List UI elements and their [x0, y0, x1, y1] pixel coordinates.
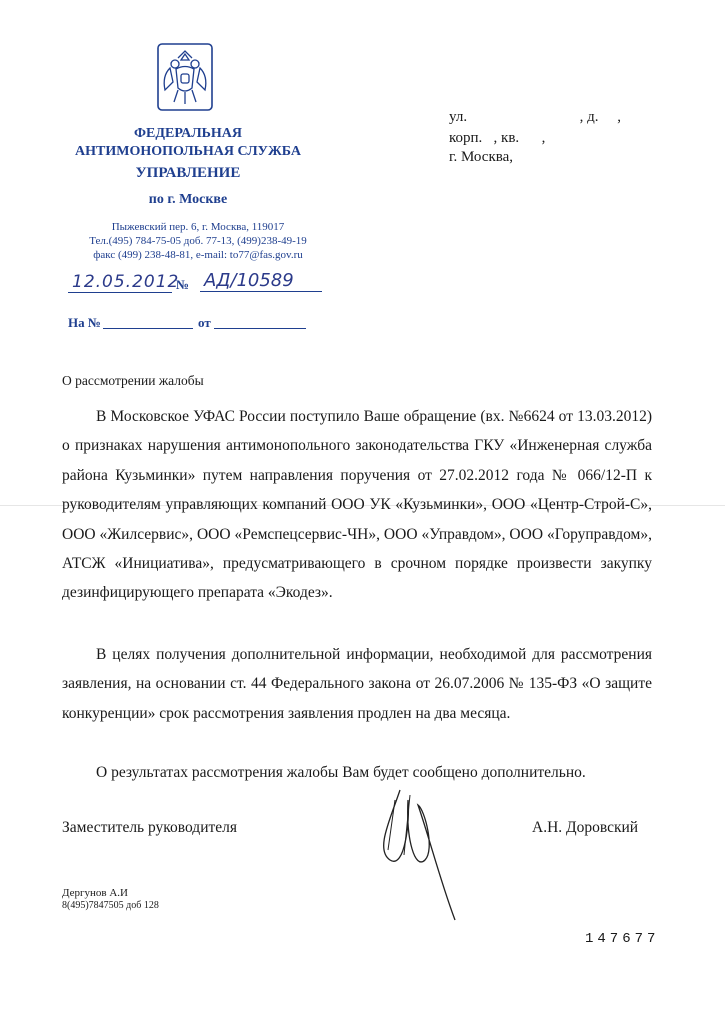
letter-body-p1 [62, 402, 652, 608]
recipient-city: г. Москва, [449, 149, 514, 165]
org-phone: Тел.(495) 784-75-05 доб. 77-13, (499)238-49-19 [89, 235, 307, 247]
in-reply-line [103, 328, 193, 329]
paragraph-2: В целях получения дополнительной информации, необходимой для рассмотрения заявления, на основании ст. 44 Федерального закона от 26.07.2006 № 135-ФЗ «О защите конкуренции» срок рассмотрения заявления продлен на два месяца. [62, 646, 652, 722]
from-label: от [198, 315, 211, 330]
registration-number-label: № [176, 277, 190, 292]
org-name-line4: по г. Москве [148, 192, 228, 207]
org-name-line3: УПРАВЛЕНИЕ [135, 165, 241, 181]
from-line [214, 328, 306, 329]
handwritten-signature [370, 780, 480, 925]
org-fax-email: факс (499) 238-48-81, e-mail: to77@fas.gov.ru [93, 249, 303, 261]
letter-subject: О рассмотрении жалобы [62, 373, 204, 388]
signer-position: Заместитель руководителя [62, 819, 238, 836]
executor-phone: 8(495)7847505 доб 128 [62, 900, 159, 911]
org-name-line1: ФЕДЕРАЛЬНАЯ [133, 126, 242, 141]
double-headed-eagle-icon [156, 42, 214, 112]
in-reply-label: На № [68, 315, 101, 330]
registration-number: АД/10589 [200, 270, 322, 292]
paragraph-1: В Московское УФАС России поступило Ваше обращение (вх. №6624 от 13.03.2012) о признаках нарушения антимонопольного законодательства ГКУ «Инженерная служба района Кузьминки» путем направления поручения от 27.02.2012 года № 066/12-П к руководителям управляющих компаний ООО УК «Кузьминки», ООО «Центр-Строй-С», ООО «Жилсервис», ООО «Ремспецсервис-ЧН», ООО «Управдом», ООО «Горуправдом», АТСЖ «Инициатива», предусматривающего в срочном порядке произвести закупку дезинфицирующего препарата «Экодез». [62, 408, 652, 602]
paragraph-3: О результатах рассмотрения жалобы Вам будет сообщено дополнительно. [96, 764, 586, 781]
signer-name: А.Н. Доровский [532, 819, 639, 836]
document-number: 147677 [585, 931, 660, 947]
recipient-street: ул. , д. , [449, 109, 621, 125]
recipient-building: корп. , кв. , [449, 130, 546, 146]
letter-body-p2 [62, 640, 652, 728]
org-address: Пыжевский пер. 6, г. Москва, 119017 [111, 221, 285, 233]
executor-name: Дергунов А.И [62, 887, 128, 899]
registration-date: 12.05.2012 [68, 272, 172, 293]
letter-body-p3 [62, 758, 652, 787]
org-name-line2: АНТИМОНОПОЛЬНАЯ СЛУЖБА [75, 144, 301, 159]
